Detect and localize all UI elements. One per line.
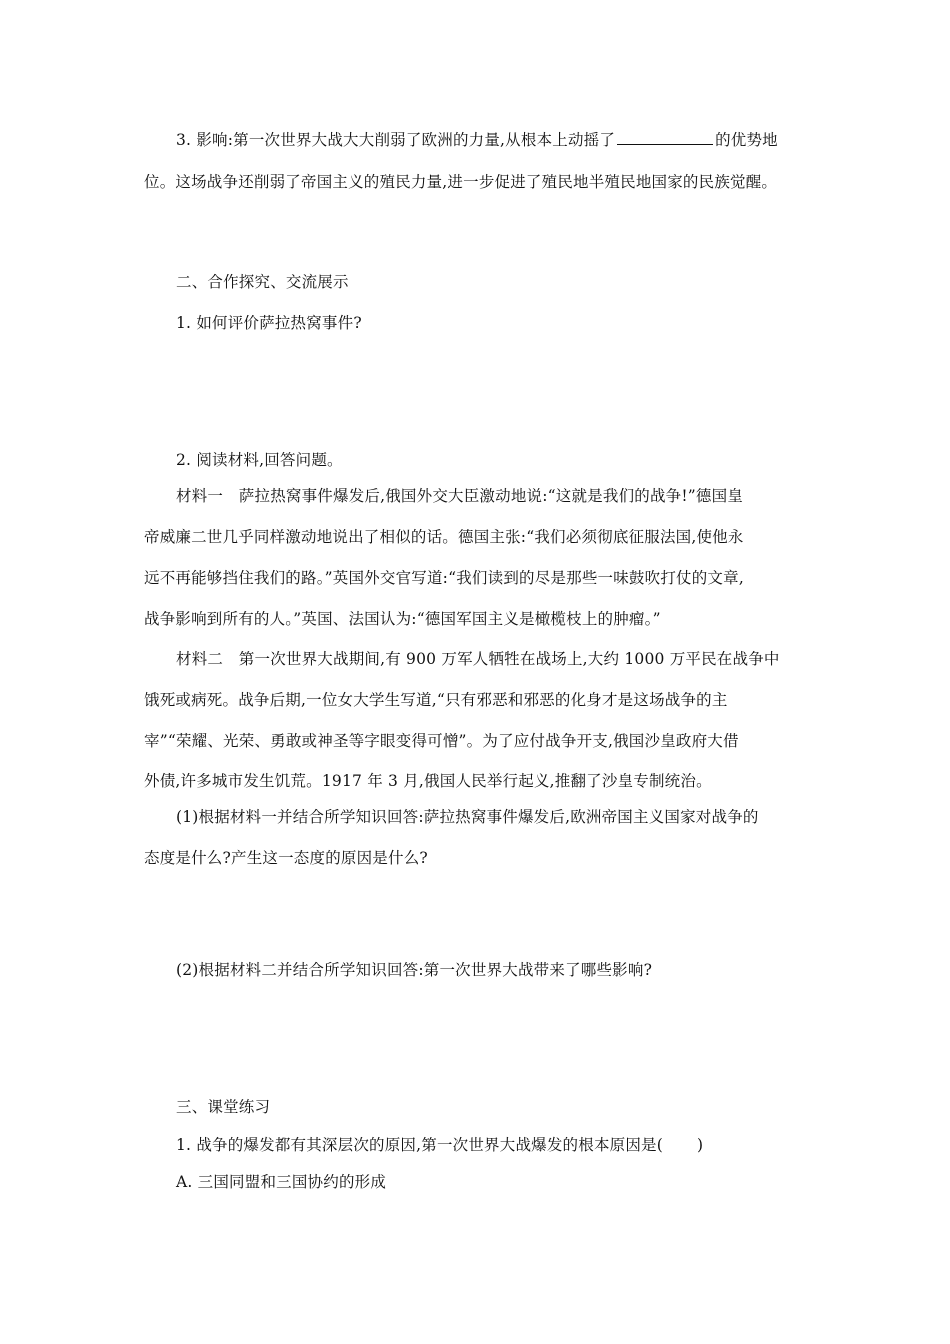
- section3-heading: 三、课堂练习: [176, 1098, 271, 1116]
- sub-question-2: (2)根据材料二并结合所学知识回答:第一次世界大战带来了哪些影响?: [176, 961, 653, 979]
- material2-line2: 饿死或病死。战争后期,一位女大学生写道,“只有邪恶和邪恶的化身才是这场战争的主: [144, 691, 728, 709]
- closing-paren: ): [697, 1136, 704, 1154]
- option-a: A. 三国同盟和三国协约的形成: [176, 1173, 387, 1191]
- question-2-read-material: 2. 阅读材料,回答问题。: [176, 451, 343, 469]
- material1-line3: 远不再能够挡住我们的路。”英国外交官写道:“我们读到的尽是那些一味鼓吹打仗的文章,: [144, 569, 744, 587]
- item3-line2: 位。这场战争还削弱了帝国主义的殖民力量,进一步促进了殖民地半殖民地国家的民族觉醒。: [144, 173, 778, 191]
- material2-line4: 外债,许多城市发生饥荒。1917 年 3 月,俄国人民举行起义,推翻了沙皇专制统治。: [144, 772, 712, 790]
- exercise-question-1: [176, 1135, 703, 1155]
- exercise-question-1-text: 1. 战争的爆发都有其深层次的原因,第一次世界大战爆发的根本原因是(: [176, 1136, 663, 1154]
- material1-line4: 战争影响到所有的人。”英国、法国认为:“德国军国主义是橄榄枝上的肿瘤。”: [144, 610, 661, 628]
- fill-in-blank[interactable]: [617, 129, 713, 145]
- material1-line1: 材料一 萨拉热窝事件爆发后,俄国外交大臣激动地说:“这就是我们的战争!”德国皇: [176, 487, 744, 505]
- item3-text-after-blank: 的优势地: [715, 131, 778, 149]
- sub-question-1-line2: 态度是什么?产生这一态度的原因是什么?: [144, 849, 428, 867]
- item3-line1: [176, 129, 778, 150]
- material2-line1: 材料二 第一次世界大战期间,有 900 万军人牺牲在战场上,大约 1000 万平民在战争中: [176, 650, 780, 668]
- sub-question-1-line1: (1)根据材料一并结合所学知识回答:萨拉热窝事件爆发后,欧洲帝国主义国家对战争的: [176, 808, 759, 826]
- item3-text-before-blank: 3. 影响:第一次世界大战大大削弱了欧洲的力量,从根本上动摇了: [176, 131, 616, 149]
- question-1-sarajevo: 1. 如何评价萨拉热窝事件?: [176, 314, 362, 332]
- material2-line3: 宰”“荣耀、光荣、勇敢或神圣等字眼变得可憎”。为了应付战争开支,俄国沙皇政府大借: [144, 732, 739, 750]
- section2-heading: 二、合作探究、交流展示: [176, 273, 349, 291]
- material1-line2: 帝威廉二世几乎同样激动地说出了相似的话。德国主张:“我们必须彻底征服法国,使他永: [144, 528, 744, 546]
